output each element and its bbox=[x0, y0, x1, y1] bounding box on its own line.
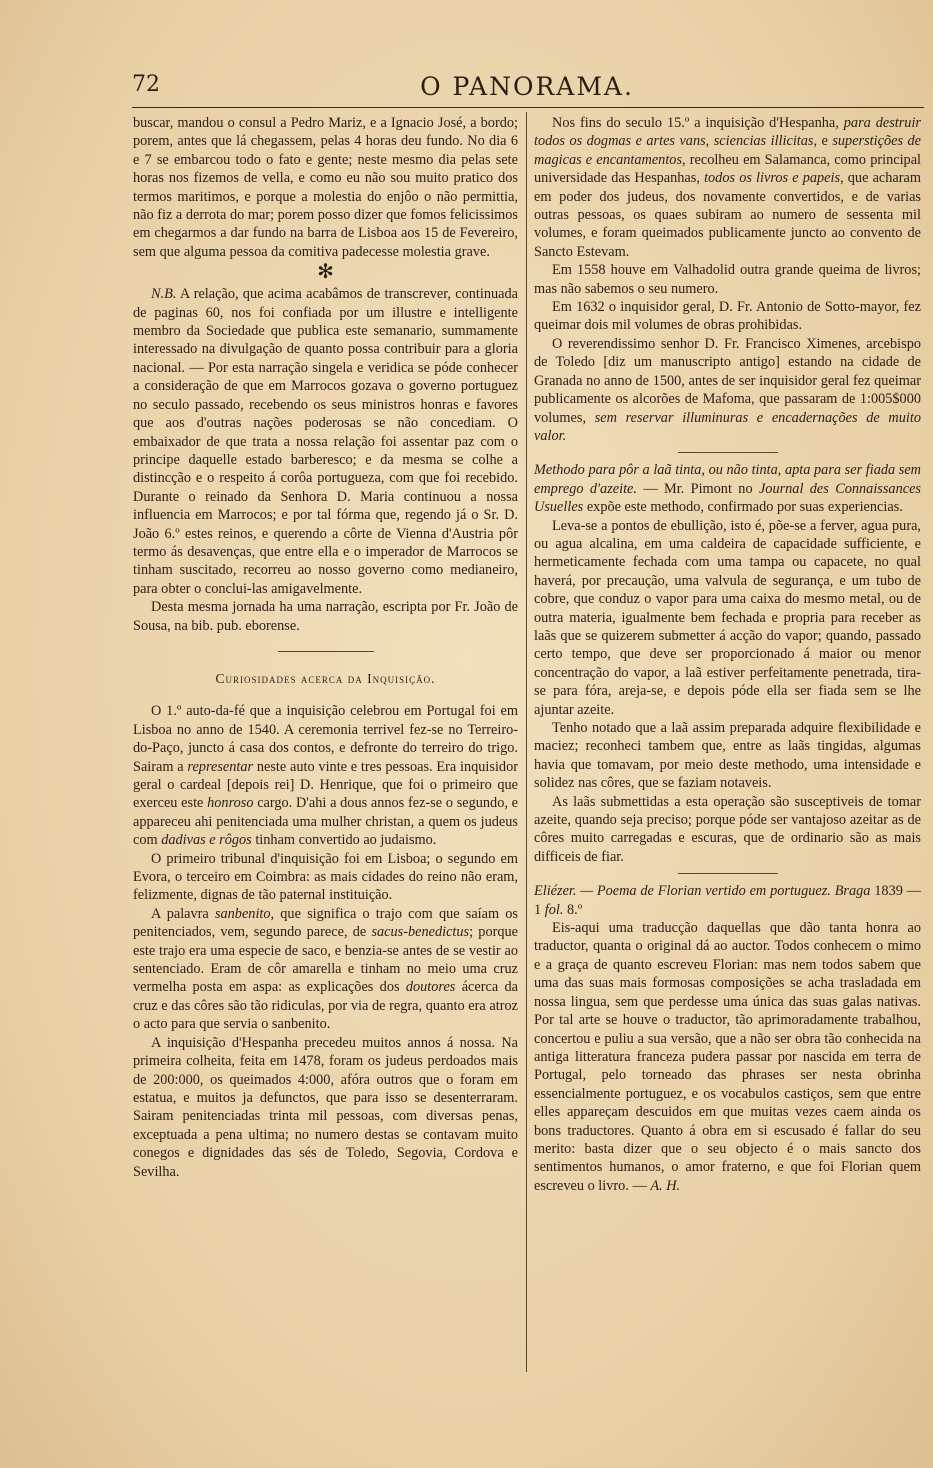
paragraph: As laãs submettidas a esta operação são susceptiveis de tomar azeite, quando seja preciso; porque póde ser vantajoso azeitar as de côres muito carregadas e escuras, que de ordinario são as mais difficeis de fiar. bbox=[534, 793, 921, 865]
paragraph: Em 1558 houve em Valhadolid outra grande queima de livros; mas não sabemos o seu numero. bbox=[534, 262, 921, 297]
nb-text: A relação, que acima acabâmos de transcrever, continuada de paginas 60, nos foi confiada por um illustre e intelligente membro da Sociedade que publica este semanario, summamente interessado na divulgação de quanto possa contribuir para a gloria nacional. — Por esta narração singela e veridica se póde conhecer a consideração de que em Marrocos gozava o governo portuguez no seculo passado, recebendo os seus ministros honras e favores que aos d'outras nações poderosas se não concediam. O embaixador de que trata a nossa relação foi assentar paz com o principe daquelle estado barberesco; e da mesma se colhe a distincção e o respeito á corôa portugueza, com que foi recebido. Durante o reinado da Senhora D. Maria continuou a nossa influencia em Marrocos; e por tal fórma que, regendo já o Sr. D. João 6.º estes reinos, e querendo a côrte de Vienna d'Austria pôr termo ás desavenças, que entre ella e o imperador de Marrocos se tinham suscitado, recorreu ao nosso governo como medianeiro, para obter o conclui-las amigavelmente. bbox=[133, 286, 518, 597]
paragraph: buscar, mandou o consul a Pedro Mariz, e a Ignacio José, a bordo; porem, antes que lá chegassem, pelas 4 horas deu fundo. No dia 6 e 7 se embarcou todo o fato e gente; neste mesmo dia pelas sete horas nos fizemos de vella, e como eu não sou muito pratico dos termos maritimos, e porque a molestia do enjôo o não permittia, não fiz a derrota do mar; porem posso dizer que fomos felicissimos em chegarmos a dar fundo na barra de Lisboa aos 15 de Fevereiro, sem que alguma pessoa da comitiva padecesse molestia grave. bbox=[133, 115, 518, 260]
section-rule bbox=[278, 651, 374, 652]
column-separator bbox=[526, 112, 527, 1372]
left-column bbox=[133, 114, 518, 1181]
paragraph: O reverendissimo senhor D. Fr. Francisco Ximenes, arcebispo de Toledo [diz um manuscripto antigo] estando na cidade de Granada no anno de 1500, antes de ser inquisidor geral fez queimar publicamente os alcorões de Mafoma, que passaram de 1:005$000 volumes, sem reservar illuminuras e encadernações de muito valor. bbox=[534, 335, 921, 444]
paragraph: Leva-se a pontos de ebullição, isto é, põe-se a ferver, agua pura, ou agua alcalina, em uma caldeira de capacidade sufficiente, e hermeticamente fechada com uma tampa ou capacete, no qual haverá, por precaução, uma valvula de segurança, e um tubo de cobre, que conduz o vapor para uma caixa do mesmo metal, ou de outra materia, igualmente bem fechada e propria para receber as laãs que se quizerem submetter á acção do vapor; quando, passado certo tempo, que deve ser proporcionado á maior ou menor concentração do vapor, a laã estiver perfeitamente penetrada, tira-se para fóra, areja-se, e depois póde ella ser fiada sem se lhe ajuntar azeite. bbox=[534, 517, 921, 718]
nb-paragraph bbox=[133, 285, 518, 598]
paragraph: Eliézer. — Poema de Florian vertido em portuguez. Braga 1839 — 1 fol. 8.º bbox=[534, 883, 921, 918]
paragraph: Eis-aqui uma traducção daquellas que dão tanta honra ao traductor, quanta o original dá ao auctor. Todos conhecem o mimo e a graça de quanto escreveu Florian: mas nem todos sabem que uma das suas mais formosas composições se acha trasladada em nossa lingua, sem que perdesse uma única das suas galas nativas. Por tal arte se houve o traductor, tão aprimoradamente trabalhou, concertou e puliu a sua versão, que a não ser obra tão conhecida na antiga litteratura franceza pudera passar por nascida em terra de Portugal, pelo torneado das phrases ser nesta obrinha essencialmente portuguez, e os vocabulos castiços, sem que entre elles appareçam descuidos em que muitas vezes caem ainda os bons traductores. Quanto á obra em si escusado é fallar do seu merito: basta dizer que o seu objecto é o mais sancto dos sentimentos humanos, o amor fraterno, e que foi Florian quem escreveu o livro. — A. H. bbox=[534, 920, 921, 1194]
asterisk-ornament: ✻ bbox=[317, 261, 334, 284]
paragraph: Tenho notado que a laã assim preparada adquire flexibilidade e maciez; reconheci tambem que, entre as laãs tingidas, algumas havia que tomavam, por meio deste methodo, uma intensidade e solidez nas côres, que se faziam notaveis. bbox=[534, 720, 921, 792]
running-title: O PANORAMA. bbox=[420, 72, 634, 101]
paragraph: Nos fins do seculo 15.º a inquisição d'Hespanha, para destruir todos os dogmas e artes vans, sciencias illicitas, e superstições de magicas e encantamentos, recolheu em Salamanca, como principal universidade das Hespanhas, todos os livros e papeis, que acharam em poder dos judeus, dos novamente convertidos, e de varias outras pessoas, os quaes subiram ao numero de sessenta mil volumes, e foram queimados publicamente juncto ao convento de Sancto Estevam. bbox=[534, 115, 922, 260]
article-title: Methodo para pôr a laã tinta, ou não tinta, apta para ser fiada sem emprego d'azeite. bbox=[534, 462, 921, 497]
paragraph: O primeiro tribunal d'inquisição foi em Lisboa; o segundo em Evora, o terceiro em Coimbra: as mais cidades do reino não eram, felizmente, dignas de tão paternal instituição. bbox=[133, 850, 518, 904]
paragraph: A palavra sanbenito, que significa o trajo com que saíam os penitenciados, vem, segundo parece, de sacus-benedictus; porque este trajo era uma especie de saco, e benzia-se antes de se vestir ao sentenciado. Eram de côr amarella e tinham no meio uma cruz vermelha posta em aspa: as explicações dos doutores ácerca da cruz e das côres são tão ridiculas, por via de regra, quanto era atroz o acto para que servia o sanbenito. bbox=[133, 905, 518, 1033]
header-rule bbox=[132, 107, 924, 108]
paragraph: A inquisição d'Hespanha precedeu muitos annos á nossa. Na primeira colheita, feita em 1478, foram os judeus perdoados mais de 200:000, os queimados 4:000, afóra outros que o foram em estatua, e muitos ja defunctos, que para isso se desenterraram. Sairam penitenciadas trinta mil pessoas, com diversas penas, exceptuada a pena ultima; no numero destas se contavam muito conegos e dignidades das sés de Toledo, Segovia, Cordova e Sevilha. bbox=[133, 1034, 518, 1180]
paragraph: Desta mesma jornada ha uma narração, escripta por Fr. João de Sousa, na bib. pub. eborense. bbox=[133, 599, 518, 634]
section-title: Curiosidades acerca da Inquisição. bbox=[215, 670, 436, 686]
review-title: Eliézer. — Poema de Florian vertido em portuguez. Braga bbox=[534, 883, 871, 900]
paragraph: Methodo para pôr a laã tinta, ou não tinta, apta para ser fiada sem emprego d'azeite. — Mr. Pimont no Journal des Connaissances Usuelles expõe este methodo, confirmado por suas experiencias. bbox=[534, 462, 921, 516]
nb-label: N.B. bbox=[151, 286, 177, 303]
section-rule bbox=[678, 452, 778, 453]
section-rule bbox=[678, 873, 778, 874]
paragraph: Em 1632 o inquisidor geral, D. Fr. Antonio de Sotto-mayor, fez queimar dois mil volumes de obras prohibidas. bbox=[534, 299, 921, 334]
signature: A. H. bbox=[650, 1177, 681, 1194]
paragraph: O 1.º auto-da-fé que a inquisição celebrou em Portugal foi em Lisboa no anno de 1540. A ceremonia terrivel fez-se no Terreiro-do-Paço, juncto á casa dos contos, e defronte do terreiro do trigo. Sairam a representar neste auto vinte e tres pessoas. Era inquisidor geral o cardeal [depois rei] D. Henrique, que foi o primeiro que exerceu este honroso cargo. D'ahi a dous annos fez-se o segundo, e appareceu ahi penitenciada uma mulher christan, a quem os judeus com dadivas e rôgos tinham convertido ao judaismo. bbox=[133, 703, 518, 849]
right-column bbox=[534, 114, 921, 1195]
page-header bbox=[132, 72, 922, 106]
page-number: 72 bbox=[132, 72, 160, 97]
